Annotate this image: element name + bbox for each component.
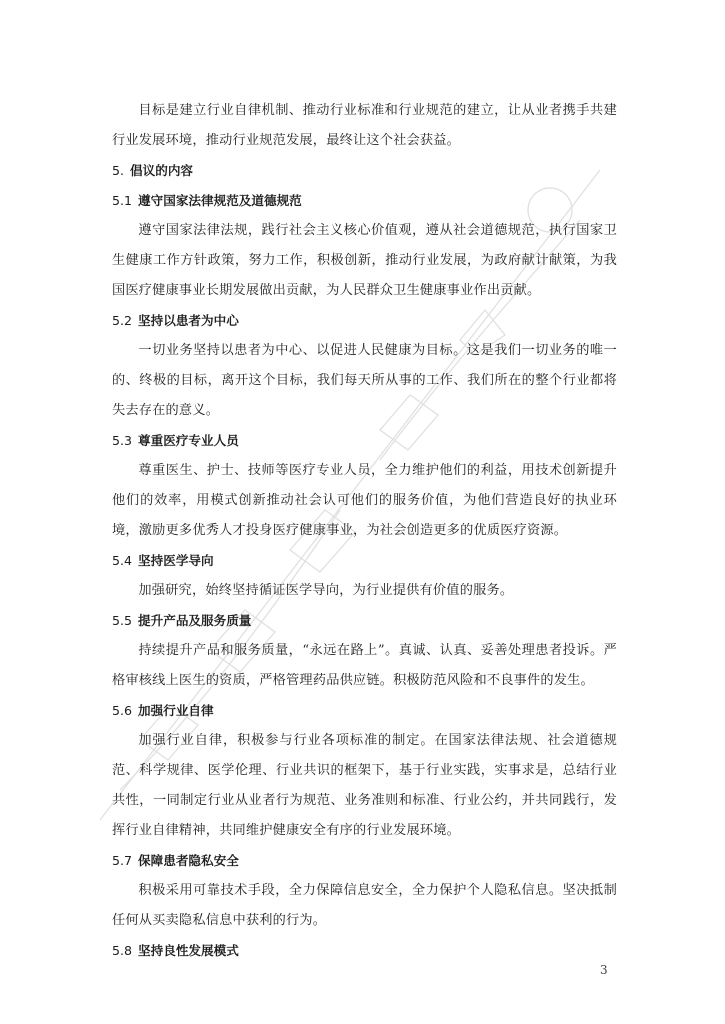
intro-paragraph: 目标是建立行业自律机制、推动行业标准和行业规范的建立，让从业者携手共建行业发展环境，推动行业规范发展，最终让这个社会获益。 [112, 103, 617, 148]
subsection-title: 遵守国家法律规范及道德规范 [138, 193, 302, 208]
subsection-heading [112, 186, 617, 216]
subsection-title: 坚持医学导向 [138, 553, 214, 568]
subsection-paragraph: 遵守国家法律法规，践行社会主义核心价值观，遵从社会道德规范，执行国家卫生健康工作方针政策，努力工作，积极创新，推动行业发展，为政府献计献策，为我国医疗健康事业长期发展做出贡献，为人民群众卫生健康事业作出贡献。 [112, 223, 617, 298]
subsection-paragraph: 持续提升产品和服务质量，“永远在路上”。真诚、认真、妥善处理患者投诉。严格审核线上医生的资质，严格管理药品供应链。积极防范风险和不良事件的发生。 [112, 643, 617, 688]
subsection-number: 5.4 [112, 553, 133, 568]
subsection-number: 5.1 [112, 193, 133, 208]
subsection-title: 提升产品及服务质量 [138, 613, 252, 628]
subsection-heading [112, 306, 617, 336]
subsection-paragraph: 一切业务坚持以患者为中心、以促进人民健康为目标。这是我们一切业务的唯一的、终极的目标，离开这个目标，我们每天所从事的工作、我们所在的整个行业都将失去存在的意义。 [112, 343, 617, 418]
page-number: 3 [600, 963, 608, 977]
subsection-title: 保障患者隐私安全 [138, 853, 239, 868]
subsection-heading [112, 696, 617, 726]
subsection-heading [112, 426, 617, 456]
section-heading [112, 156, 617, 186]
section-number: 5. [112, 163, 125, 178]
subsection-paragraph: 加强研究，始终坚持循证医学导向，为行业提供有价值的服务。 [138, 583, 514, 598]
subsection-number: 5.5 [112, 613, 133, 628]
subsection-title: 坚持以患者为中心 [138, 313, 239, 328]
subsection-heading [112, 546, 617, 576]
subsection-title: 加强行业自律 [138, 703, 214, 718]
subsection-heading [112, 606, 617, 636]
subsection-heading [112, 846, 617, 876]
subsection-paragraph: 加强行业自律，积极参与行业各项标准的制定。在国家法律法规、社会道德规范、科学规律、医学伦理、行业共识的框架下，基于行业实践，实事求是，总结行业共性，一同制定行业从业者行为规范、业务准则和标准、行业公约，并共同践行，发挥行业自律精神，共同维护健康安全有序的行业发展环境。 [112, 733, 617, 838]
subsection-number: 5.7 [112, 853, 133, 868]
subsection-number: 5.2 [112, 313, 133, 328]
subsection-number: 5.8 [112, 943, 133, 958]
subsection-paragraph: 尊重医生、护士、技师等医疗专业人员，全力维护他们的利益，用技术创新提升他们的效率，用模式创新推动社会认可他们的服务价值，为他们营造良好的执业环境，激励更多优秀人才投身医疗健康事业，为社会创造更多的优质医疗资源。 [112, 463, 617, 538]
subsection-title: 坚持良性发展模式 [138, 943, 239, 958]
subsection-paragraph: 积极采用可靠技术手段，全力保障信息安全，全力保护个人隐私信息。坚决抵制任何从买卖隐私信息中获利的行为。 [112, 883, 617, 928]
section-title: 倡议的内容 [130, 163, 193, 178]
subsection-title: 尊重医疗专业人员 [138, 433, 239, 448]
subsection-heading [112, 936, 617, 966]
subsection-number: 5.6 [112, 703, 133, 718]
document-body [112, 96, 617, 966]
subsection-number: 5.3 [112, 433, 133, 448]
